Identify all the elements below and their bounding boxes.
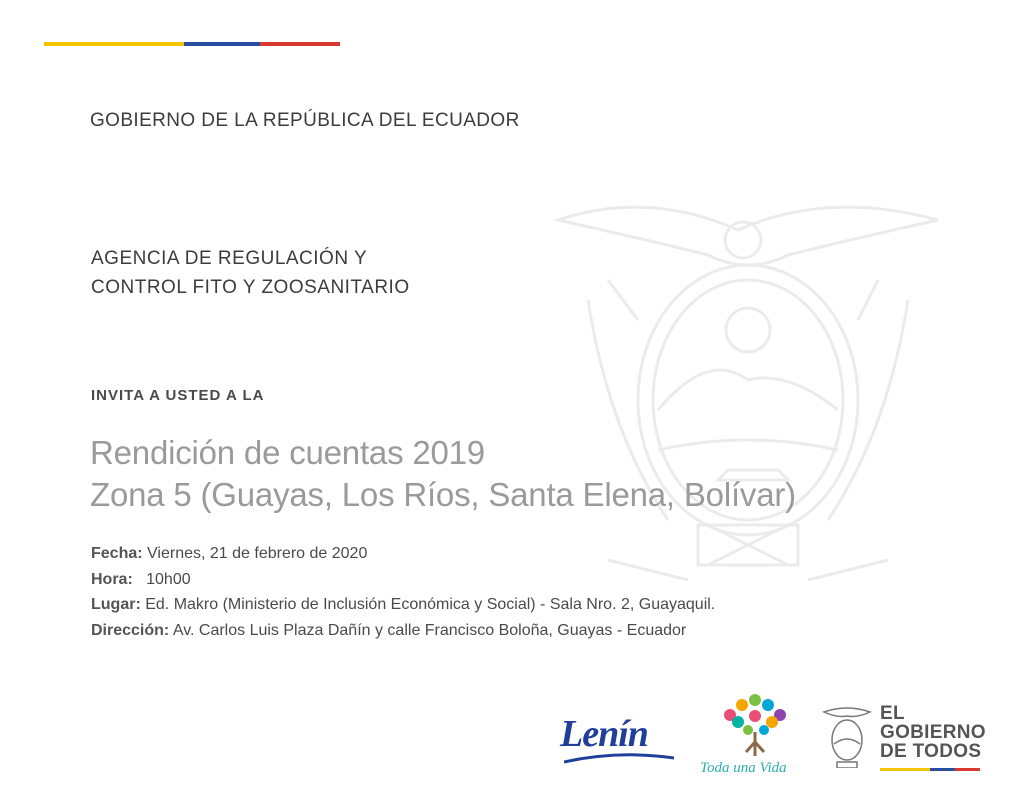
detail-hora [91, 567, 715, 593]
detail-value: Av. Carlos Luis Plaza Dañín y calle Francisco Boloña, Guayas - Ecuador [172, 621, 687, 639]
gobierno-line-2: GOBIERNO [880, 722, 986, 743]
detail-label: Lugar: [91, 596, 141, 613]
toda-una-vida-logo: Toda una Vida [700, 760, 787, 776]
detail-lugar [91, 592, 715, 618]
detail-value: Ed. Makro (Ministerio de Inclusión Económica y Social) - Sala Nro. 2, Guayaquil. [145, 596, 716, 613]
detail-fecha [91, 541, 715, 567]
gobierno-line-1: EL [880, 703, 905, 724]
detail-value: 10h00 [146, 570, 191, 588]
el-gobierno-de-todos-logo [880, 704, 986, 761]
footer-logos [560, 690, 990, 790]
event-line-2: Zona 5 (Guayas, Los Ríos, Santa Elena, Bolívar) [90, 476, 796, 513]
agency-name [91, 244, 410, 302]
event-details [91, 541, 715, 643]
coat-of-arms-icon [822, 704, 872, 768]
coat-of-arms-watermark [548, 180, 948, 600]
tree-icon [710, 690, 800, 760]
agency-line-1: AGENCIA DE REGULACIÓN Y [91, 248, 368, 269]
invite-text: INVITA A USTED A LA [91, 387, 265, 404]
detail-label: Hora: [91, 570, 133, 588]
event-title [90, 432, 796, 516]
lenin-logo: Lenín [560, 713, 648, 755]
gobierno-flag-bar [880, 768, 980, 771]
detail-value: Viernes, 21 de febrero de 2020 [147, 545, 368, 562]
agency-line-2: CONTROL FITO Y ZOOSANITARIO [91, 277, 410, 298]
gobierno-line-3: DE TODOS [880, 741, 982, 762]
lenin-swoosh [564, 752, 674, 764]
government-title: GOBIERNO DE LA REPÚBLICA DEL ECUADOR [90, 110, 520, 131]
detail-direccion [91, 618, 715, 644]
detail-label: Fecha: [91, 545, 143, 562]
event-line-1: Rendición de cuentas 2019 [90, 434, 485, 471]
flag-stripe [44, 42, 340, 46]
detail-label: Dirección: [91, 621, 170, 639]
